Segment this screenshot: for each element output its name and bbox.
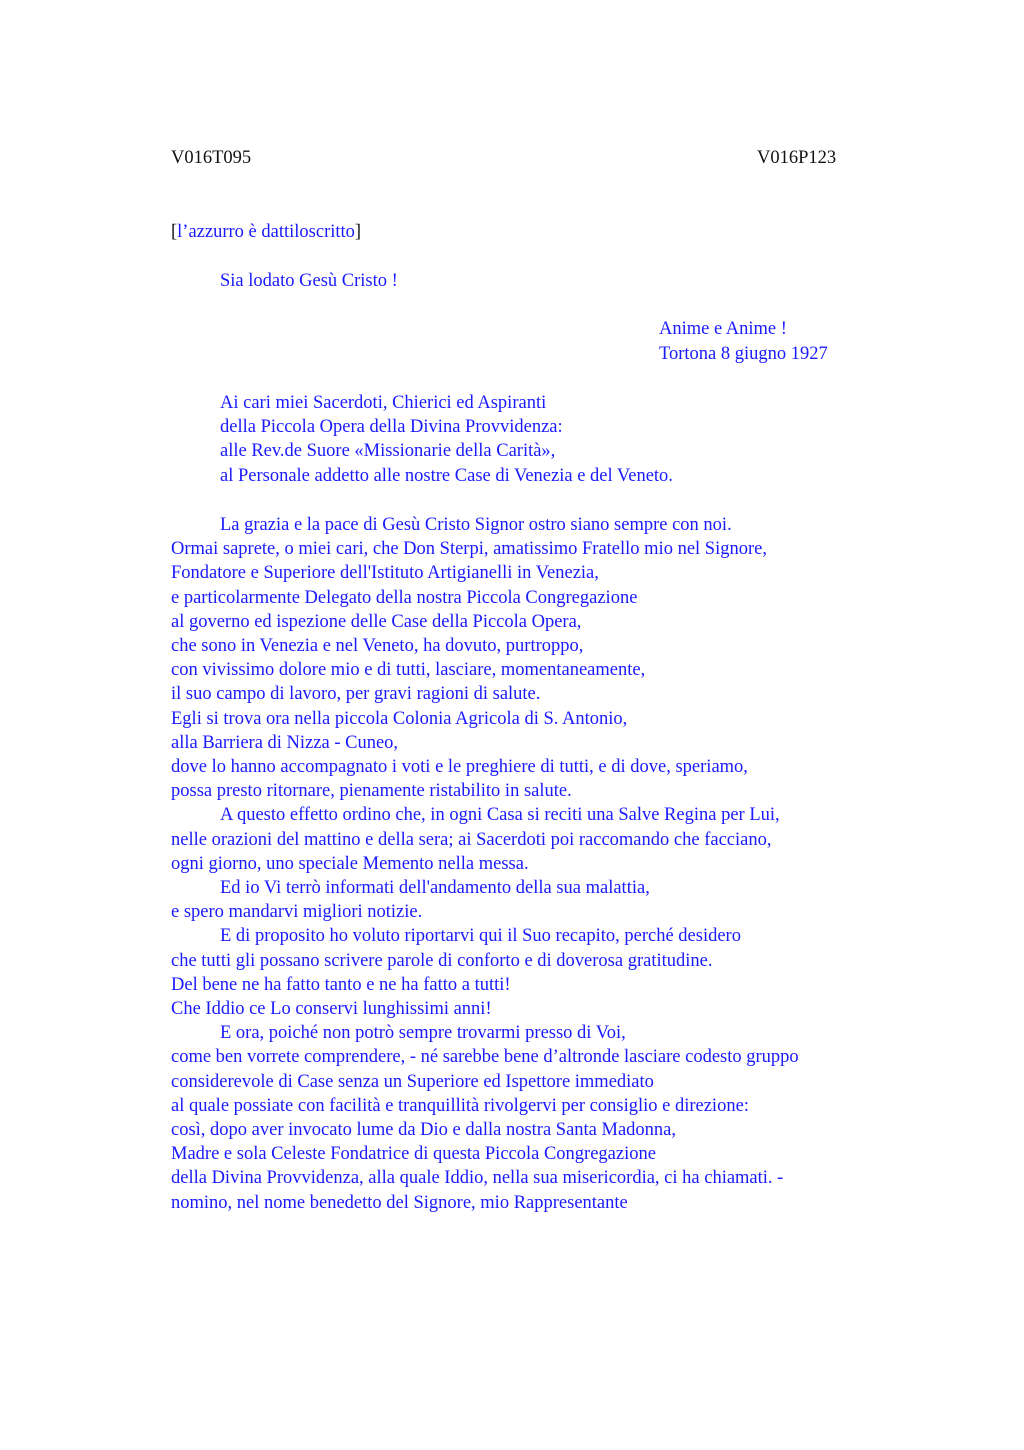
body-line: La grazia e la pace di Gesù Cristo Signor ostro siano sempre con noi. (220, 515, 732, 535)
body-line: Ed io Vi terrò informati dell'andamento della sua malattia, (220, 878, 650, 899)
note-text: l’azzurro è dattiloscritto (177, 222, 355, 242)
body-line: dove lo hanno accompagnato i voti e le preghiere di tutti, e di dove, speriamo, (171, 757, 748, 778)
body-line: così, dopo aver invocato lume da Dio e dalla nostra Santa Madonna, (171, 1120, 677, 1141)
body-line: E di proposito ho voluto riportarvi qui il Suo recapito, perché desidero (220, 926, 741, 947)
editorial-note (171, 220, 361, 244)
body-line: Fondatore e Superiore dell'Istituto Artigianelli in Venezia, (171, 563, 599, 584)
addressee-line: alle Rev.de Suore «Missionarie della Carità», (220, 441, 556, 462)
document-code-left: V016T095 (171, 148, 252, 168)
body-line: E ora, poiché non potrò sempre trovarmi presso di Voi, (220, 1023, 626, 1044)
body-line: che sono in Venezia e nel Veneto, ha dovuto, purtroppo, (171, 636, 584, 657)
body-line: come ben vorrete comprendere, - né sarebbe bene d’altronde lasciare codesto gruppo (171, 1047, 799, 1068)
body-line: Egli si trova ora nella piccola Colonia Agricola di S. Antonio, (171, 708, 628, 729)
note-open-bracket: [ (171, 222, 178, 242)
addressee-line: Ai cari miei Sacerdoti, Chierici ed Aspiranti (220, 393, 547, 413)
letter-body (171, 513, 799, 1215)
body-line: Ormai saprete, o miei cari, che Don Sterpi, amatissimo Fratello mio nel Signore, (171, 539, 767, 560)
note-close-bracket: ] (354, 222, 362, 242)
body-line: e spero mandarvi migliori notizie. (171, 902, 423, 923)
body-line: della Divina Provvidenza, alla quale Iddio, nella sua misericordia, ci ha chiamati. - (171, 1168, 784, 1189)
body-line: A questo effetto ordino che, in ogni Casa si reciti una Salve Regina per Lui, (220, 805, 780, 826)
addressees-block (220, 391, 673, 488)
document-code-right: V016P123 (757, 148, 837, 168)
addressee-line: al Personale addetto alle nostre Case di Venezia e del Veneto. (220, 465, 673, 486)
body-line: il suo campo di lavoro, per gravi ragioni di salute. (171, 684, 541, 705)
place-date: Tortona 8 giugno 1927 (659, 344, 828, 364)
body-line: nelle orazioni del mattino e della sera; ai Sacerdoti poi raccomando che facciano, (171, 829, 772, 850)
body-line: al quale possiate con facilità e tranquillità rivolgervi per consiglio e direzione: (171, 1095, 749, 1116)
body-line: e particolarmente Delegato della nostra Piccola Congregazione (171, 587, 638, 608)
body-line: Che Iddio ce Lo conservi lunghissimi anni! (171, 999, 492, 1020)
body-line: nomino, nel nome benedetto del Signore, mio Rappresentante (171, 1192, 628, 1213)
body-line: alla Barriera di Nizza - Cuneo, (171, 732, 399, 753)
body-line: con vivissimo dolore mio e di tutti, lasciare, momentaneamente, (171, 660, 646, 681)
body-line: ogni giorno, uno speciale Memento nella messa. (171, 853, 529, 874)
body-line: Del bene ne ha fatto tanto e ne ha fatto a tutti! (171, 974, 511, 995)
body-line: considerevole di Case senza un Superiore ed Ispettore immediato (171, 1071, 654, 1092)
body-line: che tutti gli possano scrivere parole di conforto e di doverosa gratitudine. (171, 950, 713, 971)
body-line: al governo ed ispezione delle Case della Piccola Opera, (171, 611, 582, 632)
salutation: Sia lodato Gesù Cristo ! (220, 271, 398, 291)
body-line: Madre e sola Celeste Fondatrice di questa Piccola Congregazione (171, 1144, 656, 1165)
addressee-line: della Piccola Opera della Divina Provvidenza: (220, 417, 563, 438)
body-line: possa presto ritornare, pienamente ristabilito in salute. (171, 781, 572, 802)
motto: Anime e Anime ! (659, 319, 787, 339)
